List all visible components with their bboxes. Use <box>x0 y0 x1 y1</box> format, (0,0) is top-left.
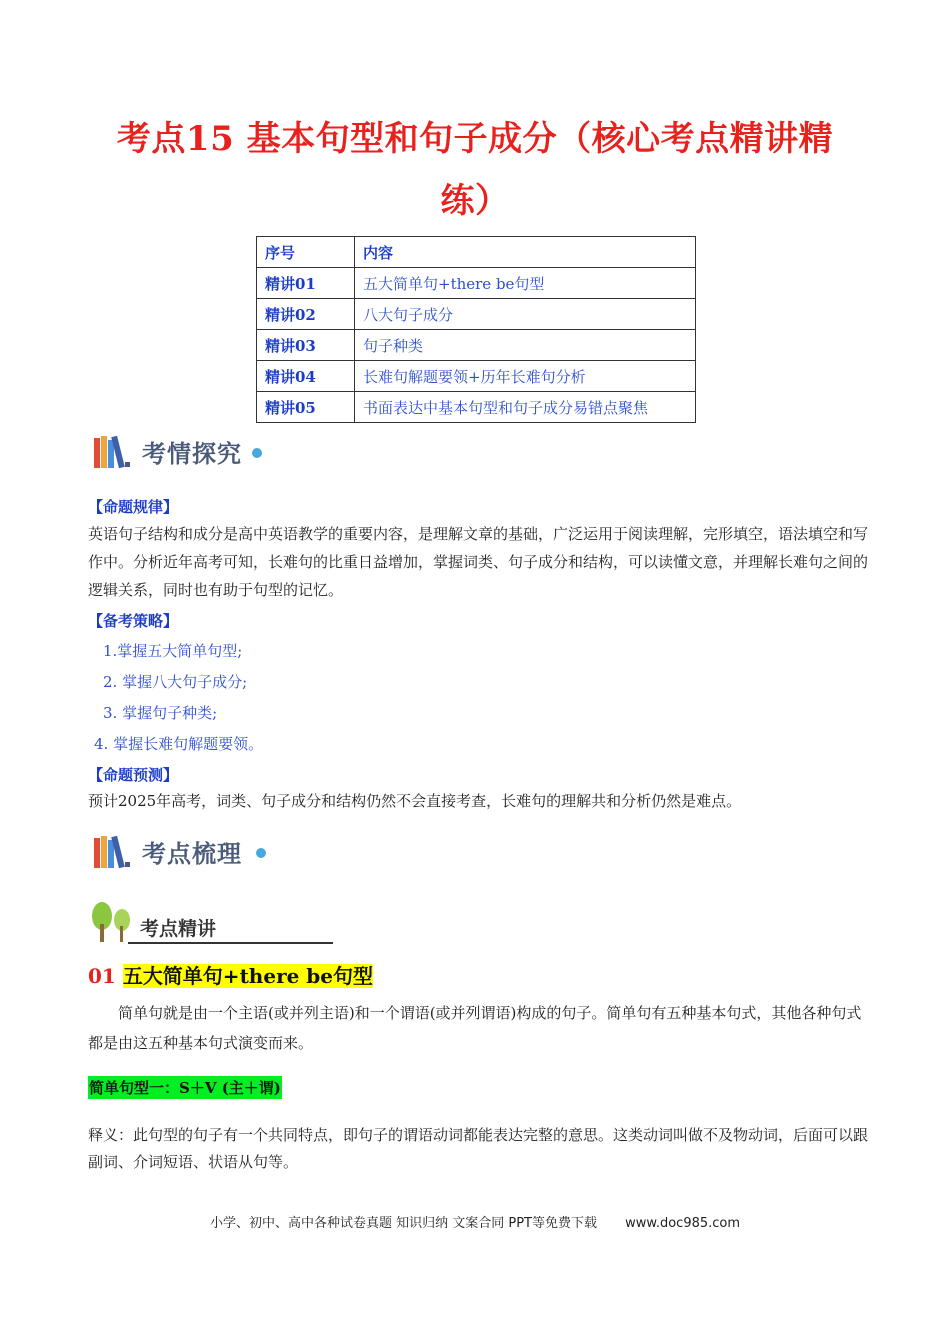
section-intro: 简单句就是由一个主语(或并列主语)和一个谓语(或并列谓语)构成的句子。简单句有五种基本句式，其他各种句式都是由这五种基本句式演变而来。 <box>88 1004 862 1052</box>
books-icon <box>92 834 140 870</box>
footer-text: 小学、初中、高中各种试卷真题 知识归纳 文案合同 PPT等免费下载 <box>209 1216 597 1231</box>
document-title <box>60 108 890 232</box>
table-row <box>257 361 696 392</box>
row-num: 精讲04 <box>257 361 355 392</box>
pattern-explanation: 释义：此句型的句子有一个共同特点，即句子的谓语动词都能表达完整的意思。这类动词叫做不及物动词，后面可以跟副词、介词短语、状语从句等。 <box>88 1126 869 1171</box>
section-title: 五大简单句+there be句型 <box>122 964 374 988</box>
banner-dot-icon <box>252 448 262 458</box>
title-line-2: 练） <box>440 181 510 221</box>
banner-title: 考情探究 <box>142 440 242 468</box>
table-row <box>257 392 696 423</box>
row-content: 八大句子成分 <box>355 299 696 330</box>
forecast-paragraph: 预计2025年高考，词类、句子成分和结构仍然不会直接考查，长难句的理解共和分析仍然是难点。 <box>88 792 742 810</box>
exam-analysis-banner <box>92 430 272 476</box>
rule-paragraph: 英语句子结构和成分是高中英语教学的重要内容，是理解文章的基础，广泛运用于阅读理解，完形填空，语法填空和写作中。分析近年高考可知，长难句的比重日益增加，掌握词类、句子成分和结构，可以读懂文意，并理解长难句之间的逻辑关系，同时也有助于句型的记忆。 <box>88 525 869 599</box>
strategy-item: 3. 掌握句子种类; <box>103 704 218 722</box>
row-content: 五大简单句+there be句型 <box>355 268 696 299</box>
sub-banner-underline <box>128 942 333 944</box>
banner-title: 考点梳理 <box>142 840 242 868</box>
table-row <box>257 299 696 330</box>
header-cell-content: 内容 <box>355 237 696 268</box>
table-row <box>257 330 696 361</box>
tree-icon <box>88 900 136 944</box>
table-header-row <box>257 237 696 268</box>
strategy-item: 4. 掌握长难句解题要领。 <box>94 735 264 753</box>
sub-banner-title: 考点精讲 <box>140 918 217 940</box>
row-num: 精讲02 <box>257 299 355 330</box>
row-content: 书面表达中基本句型和句子成分易错点聚焦 <box>355 392 696 423</box>
row-content: 句子种类 <box>355 330 696 361</box>
row-num: 精讲03 <box>257 330 355 361</box>
rule-label: 【命题规律】 <box>88 498 179 516</box>
row-content: 长难句解题要领+历年长难句分析 <box>355 361 696 392</box>
page-footer <box>0 1212 950 1231</box>
contents-table <box>256 236 696 423</box>
key-points-banner <box>92 830 272 876</box>
section-number: 01 <box>88 964 116 988</box>
banner-dot-icon <box>256 848 266 858</box>
row-num: 精讲01 <box>257 268 355 299</box>
key-point-lecture-banner <box>88 900 248 948</box>
forecast-label: 【命题预测】 <box>88 766 179 784</box>
header-cell-num: 序号 <box>257 237 355 268</box>
strategy-item: 1.掌握五大简单句型; <box>103 642 243 660</box>
table-row <box>257 268 696 299</box>
strategy-label: 【备考策略】 <box>88 612 179 630</box>
footer-url: www.doc985.com <box>625 1216 741 1231</box>
books-icon <box>92 434 140 470</box>
pattern-label: 简单句型一：S＋V (主＋谓) <box>88 1076 282 1099</box>
section-heading-01 <box>88 960 373 989</box>
title-line-1: 考点15 基本句型和句子成分（核心考点精讲精 <box>116 119 834 159</box>
row-num: 精讲05 <box>257 392 355 423</box>
strategy-item: 2. 掌握八大句子成分; <box>103 673 248 691</box>
